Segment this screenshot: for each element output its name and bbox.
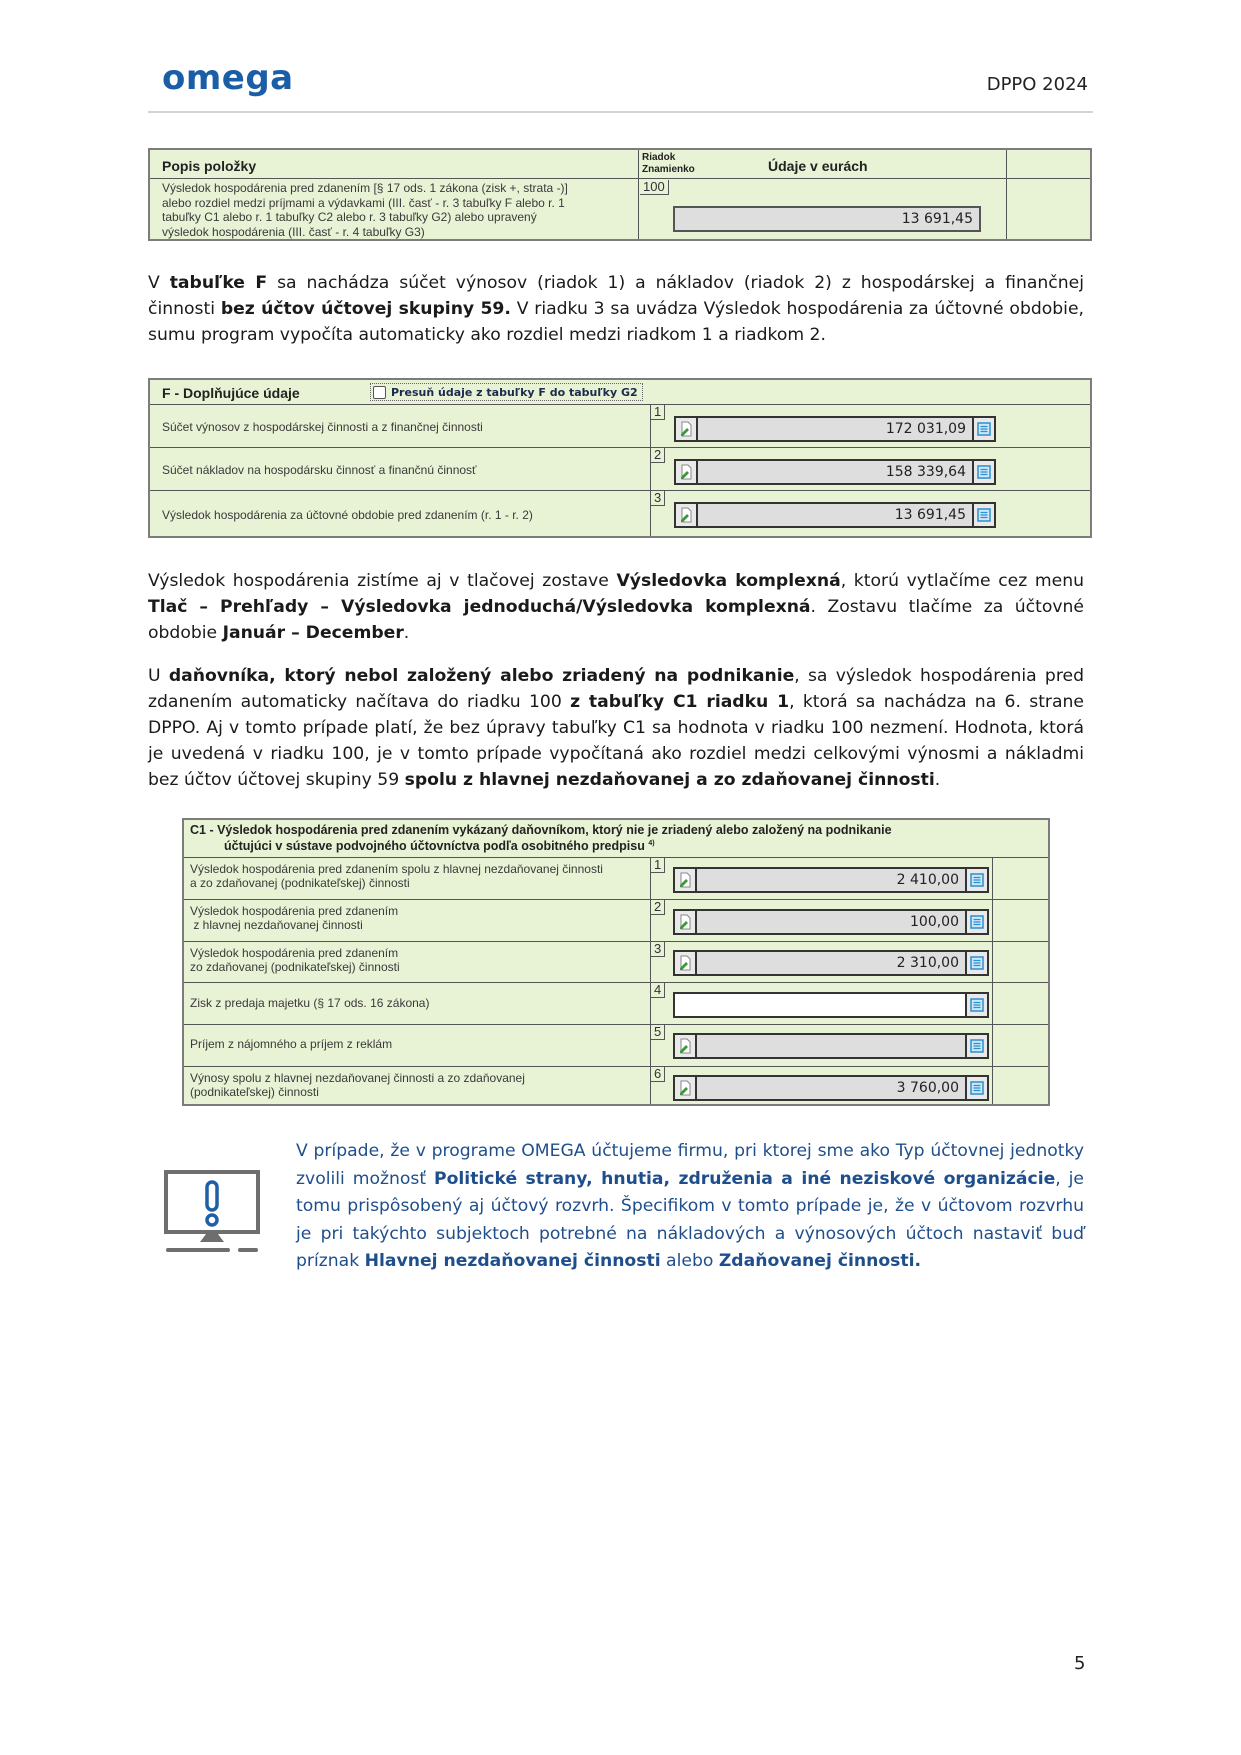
paragraph-table-f-intro bbox=[148, 270, 1084, 348]
table-c1-row-4-value[interactable] bbox=[675, 994, 965, 1016]
bold-text: daňovníka, ktorý nebol založený alebo zriadený na podnikanie bbox=[168, 666, 795, 686]
label-line: (podnikateľskej) činnosti bbox=[190, 1085, 319, 1099]
label-line: Výnosy spolu z hlavnej nezdaňovanej činnosti a zo zdaňovanej bbox=[190, 1071, 525, 1085]
bold-text: Január – December bbox=[222, 623, 404, 643]
table-row-100-panel bbox=[148, 148, 1092, 241]
label-line: zo zdaňovanej (podnikateľskej) činnosti bbox=[190, 960, 400, 974]
table-c1-row-6-value: 3 760,00 bbox=[896, 1080, 959, 1096]
text: . bbox=[403, 623, 410, 643]
document-title: DPPO 2024 bbox=[986, 74, 1088, 95]
table-f-title: F - Doplňujúce údaje bbox=[162, 385, 300, 401]
transfer-checkbox[interactable] bbox=[373, 386, 386, 399]
table-c1-row-5-number: 5 bbox=[651, 1025, 665, 1040]
row-divider bbox=[184, 941, 1048, 942]
table-c1-row-1-value: 2 410,00 bbox=[896, 872, 959, 888]
row-divider bbox=[184, 899, 1048, 900]
bold-text: Hlavnej nezdaňovanej činnosti bbox=[364, 1251, 661, 1271]
table-c1-row-3-field[interactable] bbox=[673, 950, 989, 976]
table-c1-row-6-label bbox=[190, 1071, 525, 1099]
bold-text: Politické strany, hnutia, združenia a iné neziskové organizácie bbox=[434, 1168, 1056, 1189]
table-f-row-2-field[interactable] bbox=[674, 459, 996, 485]
text: . bbox=[934, 770, 941, 790]
table-f-row-2-number: 2 bbox=[651, 448, 665, 463]
column-header-row-line2: Znamienko bbox=[642, 164, 695, 175]
table-f-row-3-number: 3 bbox=[651, 491, 665, 506]
table-c1-title-line2 bbox=[224, 839, 655, 853]
bold-text: Výsledovka komplexná bbox=[616, 571, 841, 591]
table-f-row-2-value: 158 339,64 bbox=[885, 464, 966, 480]
list-icon[interactable] bbox=[972, 461, 994, 483]
label-line: Výsledok hospodárenia pred zdanením [§ 17 ods. 1 zákona (zisk +, strata -)] bbox=[162, 181, 568, 195]
note-political-parties bbox=[296, 1138, 1084, 1276]
column-header-values: Údaje v eurách bbox=[768, 158, 868, 174]
table-c1-row-6-number: 6 bbox=[651, 1067, 665, 1082]
table-f-row-3-value: 13 691,45 bbox=[894, 507, 966, 523]
edit-icon[interactable] bbox=[675, 1077, 697, 1099]
paragraph-non-business-taxpayer bbox=[148, 663, 1084, 793]
edit-icon[interactable] bbox=[676, 504, 698, 526]
label-line: Výsledok hospodárenia pred zdanením spolu z hlavnej nezdaňovanej činnosti bbox=[190, 862, 603, 876]
divider bbox=[1006, 150, 1007, 239]
table-c1-row-1-field[interactable] bbox=[673, 867, 989, 893]
label-line: Výsledok hospodárenia pred zdanením bbox=[190, 946, 399, 960]
table-c1-row-1-label bbox=[190, 862, 603, 890]
text: , je tomu prispôsobený aj účtový rozvrh. Špecifikom v tomto prípade je, že v účtovom rozvrhu je pri takýchto subjektoch potrebné na nákladových a výnosových účtoch nastaviť buď príznak bbox=[296, 1168, 1084, 1271]
label-line: tabuľky C1 alebo r. 1 tabuľky C2 alebo r. 3 tabuľky G2) alebo upravený bbox=[162, 210, 537, 224]
table-c1-row-4-number: 4 bbox=[651, 983, 665, 998]
table-c1-row-5-value bbox=[697, 1035, 965, 1057]
row-divider bbox=[150, 447, 1090, 448]
transfer-checkbox-label: Presuň údaje z tabuľky F do tabuľky G2 bbox=[391, 385, 638, 399]
table-f-row-1-label: Súčet výnosov z hospodárskej činnosti a z finančnej činnosti bbox=[162, 420, 483, 434]
edit-icon[interactable] bbox=[676, 461, 698, 483]
row-divider bbox=[150, 404, 1090, 405]
column-header-row-line1: Riadok bbox=[642, 152, 676, 163]
text: V riadku 3 sa uvádza Výsledok hospodárenia za účtovné obdobie, sumu program vypočíta automaticky ako rozdiel medzi riadkom 1 a riadkom 2. bbox=[148, 299, 1084, 345]
bold-text: z tabuľky C1 riadku 1 bbox=[570, 692, 790, 712]
table-c1-row-1-number: 1 bbox=[651, 858, 665, 873]
table-c1-row-6-field[interactable] bbox=[673, 1075, 989, 1101]
table-c1-row-5-label bbox=[190, 1037, 392, 1051]
label-line: alebo rozdiel medzi príjmami a výdavkami (III. časť - r. 3 tabuľky F alebo r. 1 bbox=[162, 195, 565, 210]
header-divider bbox=[148, 111, 1093, 113]
bold-text: spolu z hlavnej nezdaňovanej a zo zdaňovanej činnosti bbox=[404, 770, 935, 790]
list-icon[interactable] bbox=[965, 1077, 987, 1099]
table-c1-row-2-value: 100,00 bbox=[910, 914, 959, 930]
bold-text: Tlač – Prehľady – Výsledovka jednoduchá/Výsledovka komplexná bbox=[148, 597, 811, 617]
edit-icon[interactable] bbox=[675, 869, 697, 891]
row-divider bbox=[184, 1024, 1048, 1025]
text: , ktorú vytlačíme cez menu bbox=[840, 571, 1084, 591]
page-number: 5 bbox=[1074, 1653, 1086, 1674]
table-c1-title-line1: C1 - Výsledok hospodárenia pred zdanením vykázaný daňovníkom, ktorý nie je zriadený alebo založený na podnikanie bbox=[190, 823, 892, 837]
table-c1-row-2-label bbox=[190, 904, 398, 932]
table-c1-row-4-label bbox=[190, 996, 429, 1010]
row-divider bbox=[184, 857, 1048, 858]
list-icon[interactable] bbox=[965, 911, 987, 933]
text: V bbox=[148, 273, 170, 293]
table-f-row-1-field[interactable] bbox=[674, 416, 996, 442]
label-line: výsledok hospodárenia (III. časť - r. 4 tabuľky G3) bbox=[162, 224, 425, 239]
text: U bbox=[148, 666, 169, 686]
text: , ktorá sa nachádza na 6. strane DPPO. Aj v tomto prípade platí, že bez úpravy tabuľky C1 sa hodnota v riadku 100 nezmení. Hodnota, ktorá je uvedená v riadku 100, je v tomto prípade vypočítaná ako rozdiel medzi celkovými výnosmi a nákladmi bez účtov účtovej skupiny 59 bbox=[148, 692, 1084, 790]
edit-icon[interactable] bbox=[675, 911, 697, 933]
text: V prípade, že v programe OMEGA účtujeme firmu, pri ktorej sme ako Typ účtovnej jednotky zvolili možnosť bbox=[296, 1141, 1084, 1189]
transfer-checkbox-group[interactable] bbox=[370, 383, 643, 401]
divider bbox=[650, 404, 651, 536]
row-divider bbox=[150, 490, 1090, 491]
row-100-label bbox=[162, 181, 568, 239]
bold-text: tabuľke F bbox=[169, 273, 268, 293]
label-line: Zisk z predaja majetku (§ 17 ods. 16 zákona) bbox=[190, 996, 430, 1010]
row-number-100: 100 bbox=[640, 180, 669, 195]
footnote-marker: 4) bbox=[648, 839, 655, 847]
label-line: a zo zdaňovanej (podnikateľskej) činnosti bbox=[190, 876, 410, 890]
edit-icon[interactable] bbox=[675, 952, 697, 974]
list-icon[interactable] bbox=[965, 869, 987, 891]
list-icon[interactable] bbox=[972, 418, 994, 440]
table-c1-row-3-label bbox=[190, 946, 400, 974]
table-f-row-3-field[interactable] bbox=[674, 502, 996, 528]
text: sa nachádza súčet výnosov (riadok 1) a nákladov (riadok 2) z hospodárskej a finančnej činnosti bbox=[148, 273, 1085, 319]
list-icon[interactable] bbox=[972, 504, 994, 526]
monitor-exclamation-icon bbox=[164, 1170, 260, 1254]
table-c1-row-2-field[interactable] bbox=[673, 909, 989, 935]
label-line: Príjem z nájomného a príjem z reklám bbox=[190, 1037, 393, 1051]
text: Výsledok hospodárenia zistíme aj v tlačovej zostave bbox=[148, 571, 617, 591]
divider bbox=[992, 857, 993, 1104]
table-f-row-1-number: 1 bbox=[651, 405, 665, 420]
table-f-row-2-label: Súčet nákladov na hospodársku činnosť a finančnú činnosť bbox=[162, 463, 477, 477]
list-icon[interactable] bbox=[965, 1035, 987, 1057]
paragraph-report-instructions bbox=[148, 568, 1084, 646]
text: . Zostavu tlačíme za účtovné obdobie bbox=[148, 597, 1084, 643]
table-c1-row-3-number: 3 bbox=[651, 942, 665, 957]
text: , sa výsledok hospodárenia pred zdanením automaticky načítava do riadku 100 bbox=[148, 666, 1084, 712]
table-f-row-1-value: 172 031,09 bbox=[885, 421, 966, 437]
table-c1-row-4-input[interactable] bbox=[673, 992, 989, 1018]
table-c1-row-2-number: 2 bbox=[651, 900, 665, 915]
divider bbox=[638, 150, 639, 239]
column-header-description: Popis položky bbox=[162, 158, 257, 174]
row-100-value-field[interactable] bbox=[673, 206, 981, 232]
list-icon[interactable] bbox=[965, 952, 987, 974]
list-icon[interactable] bbox=[965, 994, 987, 1016]
table-c1-row-5-field[interactable] bbox=[673, 1033, 989, 1059]
text: alebo bbox=[660, 1251, 719, 1271]
omega-logo: omega bbox=[162, 58, 294, 98]
bold-text: Zdaňovanej činnosti. bbox=[718, 1251, 922, 1271]
row-divider bbox=[150, 178, 1090, 179]
edit-icon[interactable] bbox=[675, 1035, 697, 1057]
table-c1-row-3-value: 2 310,00 bbox=[896, 955, 959, 971]
row-100-value: 13 691,45 bbox=[901, 211, 973, 227]
label-line: Výsledok hospodárenia pred zdanením bbox=[190, 904, 399, 918]
row-divider bbox=[184, 1066, 1048, 1067]
title-text: účtujúci v sústave podvojného účtovníctva podľa osobitného predpisu bbox=[224, 839, 645, 853]
row-divider bbox=[184, 982, 1048, 983]
edit-icon[interactable] bbox=[676, 418, 698, 440]
table-f-panel bbox=[148, 378, 1092, 538]
label-line: z hlavnej nezdaňovanej činnosti bbox=[190, 918, 363, 932]
bold-text: bez účtov účtovej skupiny 59. bbox=[220, 299, 511, 319]
table-c1-panel bbox=[182, 818, 1050, 1106]
table-f-row-3-label: Výsledok hospodárenia za účtovné obdobie pred zdanením (r. 1 - r. 2) bbox=[162, 508, 533, 522]
